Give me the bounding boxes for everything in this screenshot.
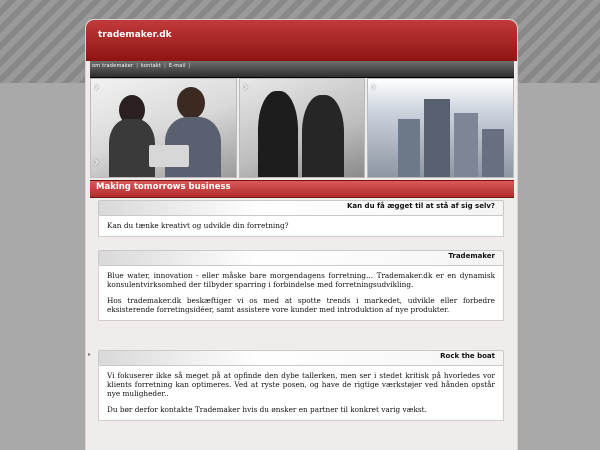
box-paragraph: Hos trademaker.dk beskæftiger vi os med at spotte trends i markedet, udvikle eller forbedre eksisterende forretingsidéer, samt assistere vore kunder med introduktion af nye produkter. xyxy=(107,296,495,314)
site-header xyxy=(86,20,517,61)
content-box-trademaker xyxy=(98,250,504,321)
photo-binoculars-men xyxy=(239,78,365,178)
nav-item-kontakt[interactable]: kontakt xyxy=(140,63,162,69)
top-nav xyxy=(90,61,514,78)
box-heading: Rock the boat xyxy=(440,352,495,360)
page-container xyxy=(86,20,517,450)
photo-figure-man xyxy=(177,87,205,119)
box-paragraph: Vi fokuserer ikke så meget på at opfinde den dybe tallerken, men ser i stedet kritisk på hvorledes vor klients forretning kan optimeres. Ved at ryste posen, og have de rigtige værkstøjer ved hånden opstår nye muligheder.. xyxy=(107,371,495,398)
chevron-right-icon: › xyxy=(371,80,377,95)
content-box-egg xyxy=(98,200,504,237)
photo-building-1 xyxy=(398,119,420,177)
box-body xyxy=(98,216,504,237)
photo-figure-right xyxy=(302,95,344,177)
photo-building-3 xyxy=(454,113,478,177)
chevron-right-icon: › xyxy=(94,80,100,95)
nav-list xyxy=(92,63,193,69)
nav-separator: | xyxy=(188,63,191,69)
box-paragraph: Du bør derfor kontakte Trademaker hvis du ønsker en partner til konkret varig vækst. xyxy=(107,405,427,414)
photo-strip xyxy=(90,78,514,178)
photo-laptop xyxy=(149,145,189,167)
section-bar xyxy=(90,180,514,198)
photo-building-4 xyxy=(482,129,504,177)
nav-item-om-trademaker[interactable]: om trademaker xyxy=(92,63,134,69)
chevron-right-icon: › xyxy=(94,155,100,170)
nav-separator: | xyxy=(136,63,138,69)
box-heading-bar xyxy=(98,250,504,266)
box-heading-bar xyxy=(98,350,504,366)
box-paragraph: Kan du tænke kreativt og udvikle din forretning? xyxy=(107,221,289,230)
site-title[interactable]: trademaker.dk xyxy=(98,30,172,40)
photo-skyscrapers xyxy=(367,78,514,178)
section-title: Making tomorrows business xyxy=(96,182,231,192)
content-box-rock-the-boat xyxy=(98,350,504,421)
nav-separator: | xyxy=(164,63,166,69)
photo-figure-left xyxy=(258,91,298,177)
chevron-right-icon: › xyxy=(243,80,249,95)
box-body xyxy=(98,266,504,321)
box-heading: Kan du få ægget til at stå af sig selv? xyxy=(346,202,495,210)
photo-business-people xyxy=(90,78,237,178)
box-body xyxy=(98,366,504,421)
photo-building-2 xyxy=(424,99,450,177)
nav-item-email[interactable]: E-mail xyxy=(168,63,186,69)
box-heading: Trademaker xyxy=(448,252,495,260)
box-paragraph: Blue water, innovation - eller måske bare morgendagens forretning... Trademaker.dk er en dynamisk konsulentvirksomhed der tilbyder sparring i forbindelse med forretningsudvikling. xyxy=(107,271,495,289)
box-heading-bar xyxy=(98,200,504,216)
chevron-right-icon: ▸ xyxy=(88,351,92,358)
